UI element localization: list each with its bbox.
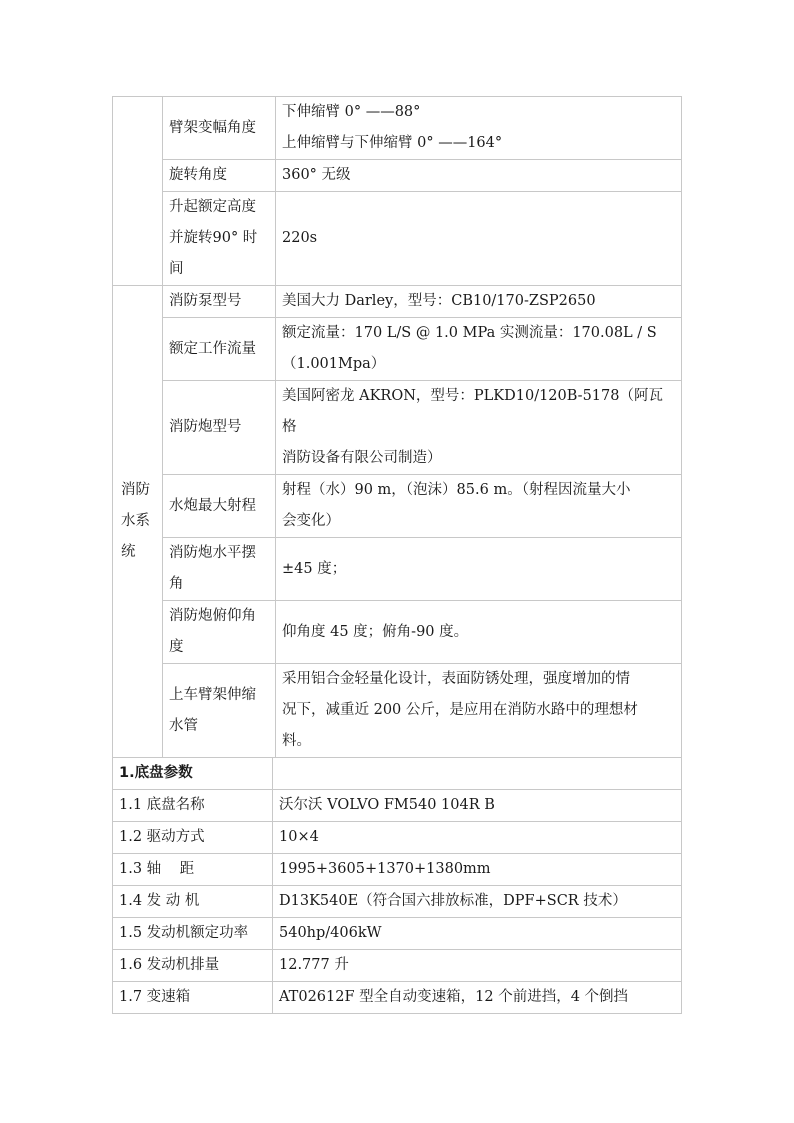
param-value: 540hp/406kW bbox=[273, 918, 682, 950]
param-label: 额定工作流量 bbox=[163, 318, 276, 381]
param-value: 美国阿密龙 AKRON，型号：PLKD10/120B-5178（阿瓦格 消防设备有限公司制造） bbox=[276, 381, 682, 475]
header-empty-cell bbox=[273, 758, 682, 790]
param-value: 220s bbox=[276, 192, 682, 286]
param-label: 旋转角度 bbox=[163, 160, 276, 192]
param-value: 额定流量：170 L/S @ 1.0 MPa 实测流量：170.08L / S （1.001Mpa） bbox=[276, 318, 682, 381]
param-label: 1.1 底盘名称 bbox=[113, 790, 273, 822]
param-value: 1995+3605+1370+1380mm bbox=[273, 854, 682, 886]
section-header: 1.底盘参数 bbox=[113, 758, 273, 790]
param-label: 消防泵型号 bbox=[163, 286, 276, 318]
table-row bbox=[113, 381, 682, 475]
chassis-spec-table bbox=[112, 757, 682, 1014]
table-row bbox=[113, 318, 682, 381]
param-value: AT02612F 型全自动变速箱，12 个前进挡，4 个倒挡 bbox=[273, 982, 682, 1014]
param-label: 1.3 轴 距 bbox=[113, 854, 273, 886]
param-value: D13K540E（符合国六排放标准，DPF+SCR 技术） bbox=[273, 886, 682, 918]
param-label: 1.2 驱动方式 bbox=[113, 822, 273, 854]
table-header-row bbox=[113, 758, 682, 790]
param-label: 升起额定高度 并旋转90° 时 间 bbox=[163, 192, 276, 286]
table-row bbox=[113, 664, 682, 758]
param-label: 水炮最大射程 bbox=[163, 475, 276, 538]
param-value: 沃尔沃 VOLVO FM540 104R B bbox=[273, 790, 682, 822]
param-label: 1.5 发动机额定功率 bbox=[113, 918, 273, 950]
table-row bbox=[113, 601, 682, 664]
table-row bbox=[113, 192, 682, 286]
table-row bbox=[113, 854, 682, 886]
table-row bbox=[113, 160, 682, 192]
param-value: 美国大力 Darley，型号：CB10/170-ZSP2650 bbox=[276, 286, 682, 318]
fire-system-spec-table bbox=[112, 96, 682, 758]
param-label: 上车臂架伸缩 水管 bbox=[163, 664, 276, 758]
param-label: 消防炮型号 bbox=[163, 381, 276, 475]
param-label: 消防炮俯仰角 度 bbox=[163, 601, 276, 664]
param-value: 下伸缩臂 0° ——88° 上伸缩臂与下伸缩臂 0° ——164° bbox=[276, 97, 682, 160]
param-value: 360° 无级 bbox=[276, 160, 682, 192]
table-row bbox=[113, 475, 682, 538]
param-value: 仰角度 45 度；俯角-90 度。 bbox=[276, 601, 682, 664]
param-value: ±45 度； bbox=[276, 538, 682, 601]
table-row bbox=[113, 886, 682, 918]
table-row bbox=[113, 822, 682, 854]
param-value: 采用铝合金轻量化设计，表面防锈处理，强度增加的情 况下，减重近 200 公斤，是应用在消防水路中的理想材 料。 bbox=[276, 664, 682, 758]
category-cell-empty bbox=[113, 97, 163, 286]
param-value: 射程（水）90 m，（泡沫）85.6 m。（射程因流量大小 会变化） bbox=[276, 475, 682, 538]
table-row bbox=[113, 790, 682, 822]
param-label: 臂架变幅角度 bbox=[163, 97, 276, 160]
table-row bbox=[113, 982, 682, 1014]
param-label: 1.6 发动机排量 bbox=[113, 950, 273, 982]
table-row bbox=[113, 950, 682, 982]
table-row bbox=[113, 538, 682, 601]
param-value: 10×4 bbox=[273, 822, 682, 854]
param-value: 12.777 升 bbox=[273, 950, 682, 982]
param-label: 1.4 发 动 机 bbox=[113, 886, 273, 918]
category-cell: 消防 水系 统 bbox=[113, 286, 163, 758]
table-row bbox=[113, 97, 682, 160]
param-label: 消防炮水平摆 角 bbox=[163, 538, 276, 601]
table-row bbox=[113, 286, 682, 318]
table-row bbox=[113, 918, 682, 950]
param-label: 1.7 变速箱 bbox=[113, 982, 273, 1014]
